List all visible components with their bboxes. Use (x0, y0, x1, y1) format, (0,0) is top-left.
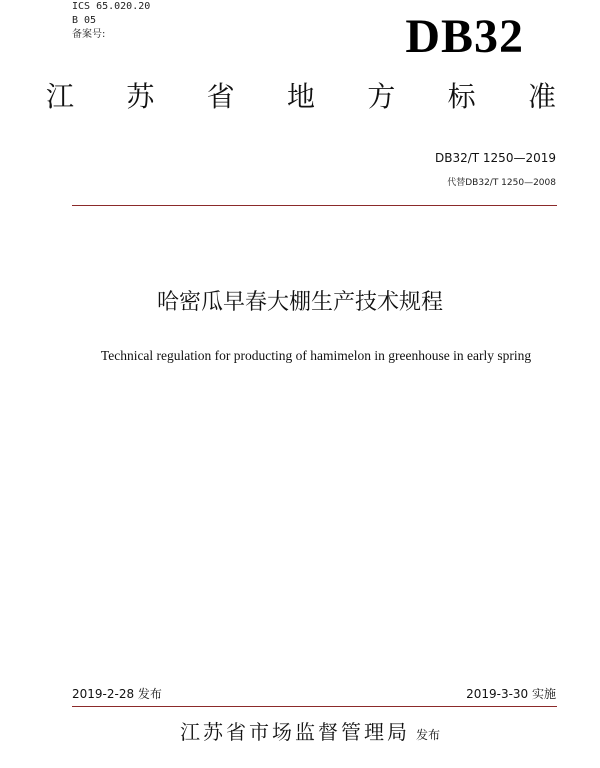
top-divider (72, 205, 557, 206)
publisher-line (0, 718, 600, 749)
category-char: 苏 (126, 80, 155, 113)
publisher-suffix: 发布 (415, 728, 440, 742)
document-title-english: Technical regulation for producting of hamimelon in greenhouse in early spring (100, 348, 532, 363)
publisher-name: 江苏省市场监督管理局 (179, 720, 410, 744)
ics-code: ICS 65.020.20 (72, 1, 151, 12)
record-number-label: 备案号: (72, 29, 106, 40)
replaces-standard: 代替DB32/T 1250—2008 (447, 178, 556, 188)
issue-date: 2019-2-28 发布 (72, 687, 162, 701)
document-title-chinese: 哈密瓜早春大棚生产技术规程 (156, 290, 443, 315)
category-char: 方 (367, 80, 396, 113)
category-char: 地 (286, 80, 315, 113)
implementation-date: 2019-3-30 实施 (466, 687, 556, 701)
category-char: 省 (206, 80, 235, 113)
category-char: 江 (46, 80, 75, 113)
bottom-divider (72, 706, 557, 707)
category-char: 准 (527, 80, 556, 113)
standard-number: DB32/T 1250—2019 (434, 151, 556, 165)
standard-code-logo: DB32 (405, 10, 524, 63)
standard-category-title (46, 80, 556, 114)
category-char: 标 (447, 80, 476, 113)
ccs-code: B 05 (72, 15, 97, 26)
